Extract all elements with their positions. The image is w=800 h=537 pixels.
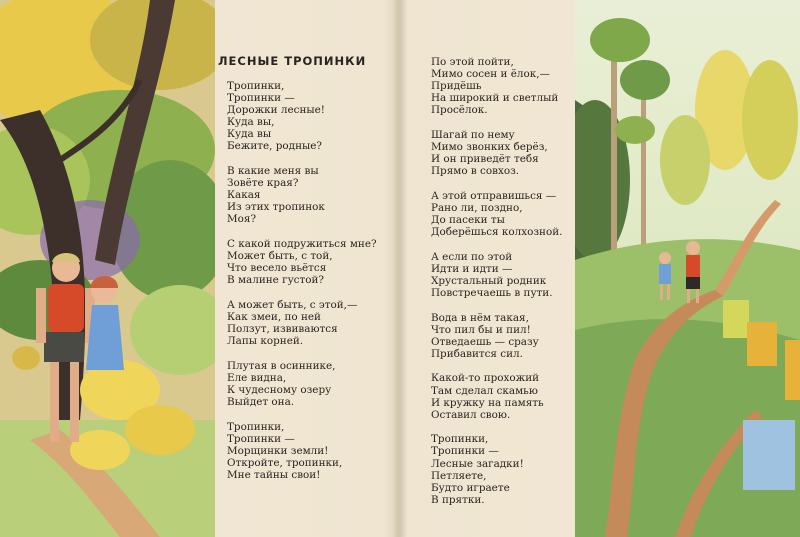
poem-line: Лапы корней.: [227, 335, 304, 348]
poem-line: Тропинки,: [227, 80, 285, 92]
poem-line: А этой отправишься —: [431, 189, 557, 202]
poem-line: А если по этой: [431, 250, 513, 263]
poem-line: Что весело вьётся: [227, 262, 327, 275]
poem-line: Ползут, извиваются: [227, 323, 338, 336]
poem-line: Там сделал скамью: [431, 384, 538, 397]
poem-line: Плутая в осиннике,: [227, 359, 336, 372]
poem-line: Может быть, с той,: [227, 250, 333, 263]
poem-line: Прибавится сил.: [431, 347, 523, 360]
poem-line: И он приведёт тебя: [431, 153, 539, 166]
stanza: [431, 251, 591, 299]
poem-line: Мне тайны свои!: [227, 469, 321, 482]
poem-line: Откройте, тропинки,: [227, 456, 343, 469]
poem-line: В прятки.: [431, 493, 485, 506]
stanza: [227, 80, 397, 153]
poem-line: Как змеи, по ней: [227, 311, 321, 323]
poem-line: Лесные загадки!: [431, 457, 524, 470]
poem-line: Тропинки,: [227, 420, 285, 433]
poem-line: До пасеки ты: [431, 214, 505, 227]
stanza: [227, 360, 397, 408]
poem-line: Тропинки —: [431, 445, 499, 458]
poem-line: Петляете,: [431, 469, 487, 482]
poem-line: К чудесному озеру: [227, 383, 332, 396]
poem-line: Идти и идти —: [431, 262, 513, 275]
stanza: [227, 299, 397, 347]
poem-line: В какие меня вы: [227, 165, 319, 178]
poem-line: Из этих тропинок: [227, 201, 325, 214]
poem-line: По этой пойти,: [431, 56, 514, 68]
poem-line: Будто играете: [431, 481, 510, 494]
stanza: [227, 165, 397, 225]
poem-right-column: [431, 56, 591, 518]
stanza: [431, 372, 591, 420]
poem-line: Морщинки земли!: [227, 444, 329, 457]
poem-line: Какой-то прохожий: [431, 372, 540, 385]
poem-line: Просёлок.: [431, 104, 488, 117]
poem-line: Зовёте края?: [227, 177, 299, 190]
poem-title: ЛЕСНЫЕ ТРОПИНКИ: [218, 54, 367, 68]
poem-line: Хрустальный родник: [431, 274, 547, 287]
poem-line: На широкий и светлый: [431, 92, 559, 105]
poem-line: Тропинки —: [227, 432, 295, 445]
stanza: [227, 238, 397, 286]
poem-line: Моя?: [227, 213, 257, 226]
poem-line: Вода в нём такая,: [431, 311, 529, 324]
poem-line: Мимо звонких берёз,: [431, 141, 548, 154]
meadow-path-illustration: [575, 0, 800, 537]
poem-line: Выйдет она.: [227, 396, 295, 409]
poem-line: Прямо в совхоз.: [431, 165, 520, 178]
stanza: [431, 190, 591, 238]
poem-line: Что пил бы и пил!: [431, 323, 531, 336]
stanza: [431, 312, 591, 360]
stanza: [431, 56, 591, 116]
poem-line: Придёшь: [431, 80, 482, 93]
poem-line: Дорожки лесные!: [227, 104, 325, 117]
poem-line: Какая: [227, 189, 261, 202]
poem-line: Бежите, родные?: [227, 140, 322, 153]
poem-line: Тропинки —: [227, 92, 295, 105]
poem-line: Куда вы: [227, 128, 272, 141]
poem-line: Шагай по нему: [431, 128, 515, 141]
poem-line: А может быть, с этой,—: [227, 298, 358, 311]
poem-line: Мимо сосен и ёлок,—: [431, 68, 550, 81]
poem-line: Отведаешь — сразу: [431, 335, 539, 348]
poem-line: И кружку на память: [431, 396, 544, 409]
poem-line: Доберёшься колхозной.: [431, 226, 563, 239]
stanza: [227, 421, 397, 481]
stanza: [431, 433, 591, 506]
poem-line: В малине густой?: [227, 274, 324, 287]
poem-line: С какой подружиться мне?: [227, 238, 377, 251]
poem-line: Повстречаешь в пути.: [431, 287, 553, 299]
stanza: [431, 129, 591, 177]
forest-children-illustration: [0, 0, 215, 537]
poem-line: Еле видна,: [227, 371, 287, 384]
poem-line: Тропинки,: [431, 433, 489, 446]
poem-line: Куда вы,: [227, 116, 275, 129]
poem-line: Оставил свою.: [431, 408, 511, 421]
poem-left-column: [227, 80, 397, 494]
poem-line: Рано ли, поздно,: [431, 201, 523, 214]
